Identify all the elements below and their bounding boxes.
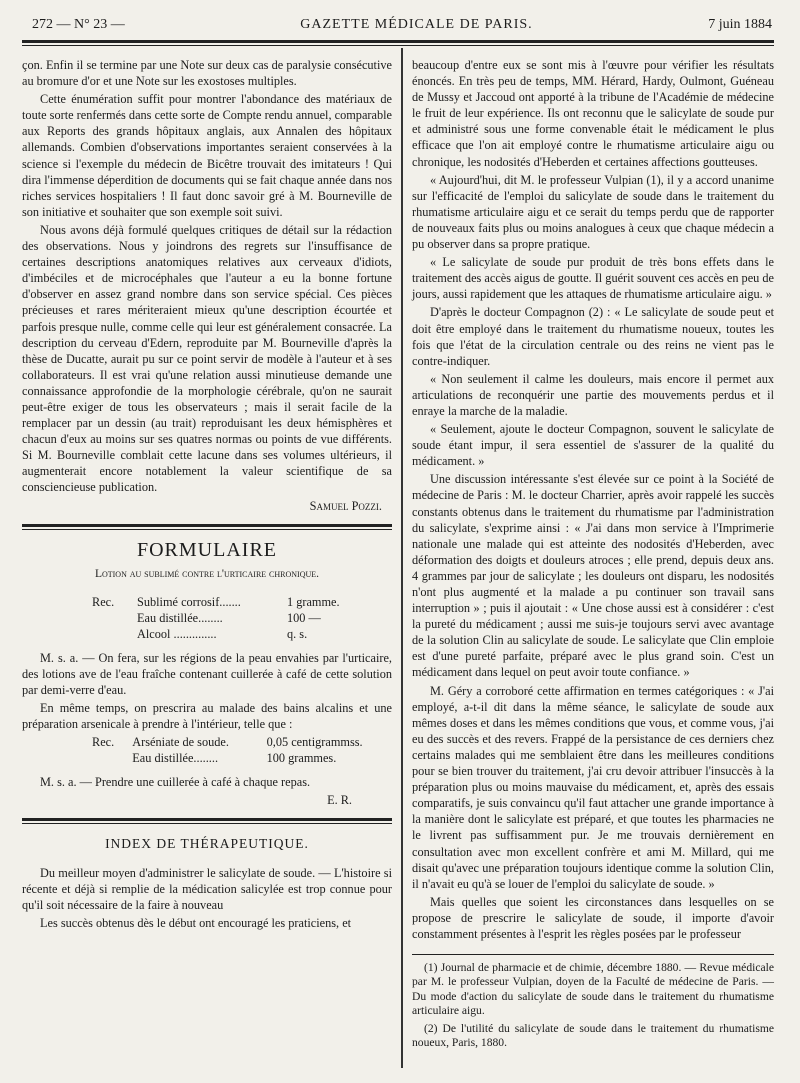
recipe-cell: Rec. <box>92 735 115 750</box>
paragraph: Nous avons déjà formulé quelques critiques de détail sur la rédaction des observations. Nous y joindrons des regrets sur l'insuffisance de certaines descriptions anatomiques relatives aux cerveaux d'idiots, d'imbéciles et de microcéphales que l'auteur a eu la bonne fortune d'observer en assez grand nombre dans son service spécial. Ces pièces précieuses et rares mériteraient mieux qu'une description écourtée et parfois presque nulle, comme celle qui leur est généralement consacrée. La description du cerveau d'Edern, reproduite par M. Bourneville d'après la thèse de Ducatte, aurait pu sur ce point servir de modèle à l'auteur et à ses collaborateurs. Il est vrai qu'une relation aussi minutieuse demande une connaissance approfondie de la morphologie cérébrale, qu'on ne saurait peut-être exiger de tous les observateurs ; mais il serait facile de la remplacer par un dessin (au trait) reproduisant les deux hémisphères et chacun d'eux au moins sur ses quatres normas ou points de vue différents. Si M. Bourneville comblait cette lacune dans ses volumes ultérieurs, il augmenterait encore notablement la valeur scientifique de sa consciencieuse publication. <box>22 222 392 495</box>
issue-number: — N° 23 — <box>56 17 125 32</box>
section-rule-thin <box>22 823 392 824</box>
formulaire-subtitle: Lotion au sublimé contre l'urticaire chronique. <box>94 567 320 580</box>
paragraph: M. Géry a corroboré cette affirmation en termes catégoriques : « J'ai employé, a-t-il dit dans la même séance, le salicylate de soude aux mêmes doses et dans les mêmes conditions que vous, et comme vous, j'ai eu des succès et des revers. Frappé de la persistance de ces derniers chez certains malades qui me semblaient être dans les meilleures conditions pour se bien trouver du traitement, j'ai cru devoir attribuer l'insuccès à la préparation plus ou moins mauvaise du médicament, et, après des essais comparatifs, je suis convaincu qu'il faut attacher une grande importance à la manière dont le salicylate est préparé, et que toutes les pharmacies ne le livrent pas suffisamment pur. Je me trouvais dernièrement en consultation avec mon excellent confrère et ami M. Millard, qui me disait qu'avec une préparation toujours identique comme la solution Clin, il n'avait eu qu'à se louer de l'emploi du salicylate de soude. » <box>412 683 774 891</box>
section-rule <box>22 524 392 527</box>
column-divider <box>401 48 403 1068</box>
footnotes <box>412 961 774 1050</box>
recipe-row <box>92 610 392 626</box>
formulaire-signature: E. R. <box>327 793 352 808</box>
recipe-cell: Sublimé corrosif....... <box>137 594 241 609</box>
section-rule <box>22 818 392 821</box>
recipe-cell: 100 — <box>287 610 321 625</box>
paragraph: « Seulement, ajoute le docteur Compagnon, souvent le salicylate de soude étant impur, il sera essentiel de s'assurer de la qualité du médicament. » <box>412 422 774 469</box>
paragraph: M. s. a. — On fera, sur les régions de la peau envahies par l'urticaire, des lotions ave de l'eau fraîche contenant cuillerée à café de cette solution par demi-verre d'eau. <box>22 650 392 697</box>
recipe-cell <box>92 750 132 766</box>
recipe-cell: 1 gramme. <box>287 594 340 609</box>
recipe-cell: Eau distillée........ <box>137 610 223 625</box>
recipe-cell <box>92 626 137 642</box>
paragraph: D'après le docteur Compagnon (2) : « Le salicylate de soude peut et doit être employé dans le traitement du rhumatisme noueux, toutes les fois que l'état de la circulation centrale ou des reins ne vient pas le contre-indiquer. <box>412 305 774 368</box>
recipe-cell: Rec. <box>92 594 115 609</box>
paragraph: Du meilleur moyen d'administrer le salicylate de soude. — L'histoire si récente et déjà si remplie de la médication salicylée est trop connue pour qu'il soit nécessaire de la faire à nouveau <box>22 865 392 912</box>
recipe-cell <box>92 610 137 626</box>
recipe-cell: Eau distillée........ <box>132 751 219 766</box>
paragraph: çon. Enfin il se termine par une Note sur deux cas de paralysie consécutive au bromure d'or et une Note sur les exostoses multiples. <box>22 58 392 89</box>
header-rule-thin <box>22 45 774 46</box>
recipe-2 <box>92 734 392 766</box>
footnote: (1) Journal de pharmacie et de chimie, décembre 1880. — Revue médicale par M. le professeur Vulpian, doyen de la Faculté de médecine de Paris. — Du mode d'action du salicylate de soude dans le traitement du rhumatisme articulaire aigu. <box>412 961 774 1018</box>
recipe-row <box>92 594 392 610</box>
paragraph: Les succès obtenus dès le début ont encouragé les praticiens, et <box>40 915 352 930</box>
page-header <box>32 14 772 36</box>
footnote: (2) De l'utilité du salicylate de soude dans le traitement du rhumatisme noueux, Paris, 1880. <box>412 1021 774 1050</box>
recipe-row <box>92 750 392 766</box>
recipe-1 <box>92 594 392 642</box>
section-rule-thin <box>22 529 392 530</box>
formulaire-title: FORMULAIRE <box>136 538 277 561</box>
paragraph: « Non seulement il calme les douleurs, mais encore il permet aux articulations de reconquérir une partie des mouvements perdus et il enraye la marche de la maladie. <box>412 371 774 418</box>
paragraph: Cette énumération suffit pour montrer l'abondance des matériaux de toute sorte renfermés dans cette sorte de Compte rendu annuel, comparable aux Reports des grands hôpitaux anglais, aux Annalen des hôpitaux allemands. Combien d'observations importantes seraient conservées à la science si l'exemple du médecin de Bicêtre trouvait des imitateurs ! Qui dira l'immense déperdition de documents qui se fait chaque année dans nos riches services hospitaliers ! Il faut donc savoir gré à M. Bourneville de son initiative et souhaiter que son exemple soit suivi. <box>22 92 392 219</box>
paragraph: « Le salicylate de soude pur produit de très bons effets dans le traitement des accès aigus de goutte. Il guérit souvent ces accès en peu de jours, aussi rapidement que les attaques de rhumatisme articulaire aigu. » <box>412 255 774 302</box>
issue-date: 7 juin 1884 <box>708 17 772 32</box>
recipe-row <box>92 734 392 750</box>
paragraph: Mais quelles que soient les circonstances dans lesquelles on se propose de prescrire le salicylate de soude, il importe d'avoir constamment présentes à l'esprit les règles posées par le professeur <box>412 894 774 941</box>
paragraph: En même temps, on prescrira au malade des bains alcalins et une préparation arsenicale à prendre à l'intérieur, telle que : <box>22 701 392 732</box>
header-rule <box>22 40 774 43</box>
paragraph: Une discussion intéressante s'est élevée sur ce point à la Société de médecine de Paris : M. le docteur Charrier, après avoir rappelé les succès constants obtenus dans le traitement du rhumatisme par l'administration du salicylate, s'exprime ainsi : « J'ai dans mon service à l'Imprimerie nationale une malade qui est atteinte des nodosités d'Heberden, avec déformation des doigts et douleurs atroces ; elle prend, depuis deux ans. 4 grammes par jour de salicylate ; les douleurs ont disparu, les nodosités n'ont plus augmenté et la malade a pu continuer son travail sans interruption » ; puis il ajoutait : « Une chose aussi est à considérer : c'est la pureté du médicament ; aussi me suis-je toujours servi avec avantage de la solution Clin au salicylate de soude. Le salicylate que Clin emploie est d'une pureté parfaite, préparé avec le plus grand soin. C'est un médicament dans lequel on peut avoir toute confiance. » <box>412 472 774 680</box>
paragraph: beaucoup d'entre eux se sont mis à l'œuvre pour vérifier les résultats énoncés. En très peu de temps, MM. Hérard, Hardy, Oulmont, Guéneau de Mussy et Jaccoud ont apporté à la tribune de l'Académie de médecine le fruit de leur expérience. Ils ont reconnu que le salicylate de soude pur et administré sous une forme convenable était le médicament le plus efficace que l'on ait employé contre le rhumatisme articulaire aigu ou chronique, les nodosités d'Heberden et certaines affections goutteuses. <box>412 58 774 169</box>
footnote-rule <box>412 954 774 955</box>
left-column <box>22 57 392 933</box>
right-column <box>412 57 774 1054</box>
recipe-cell: 0,05 centigrammss. <box>266 735 363 750</box>
recipe-cell: q. s. <box>287 626 308 641</box>
paragraph: « Aujourd'hui, dit M. le professeur Vulpian (1), il y a accord unanime sur l'efficacité de l'emploi du salicylate de soude dans le traitement du rhumatisme articulaire aigu et ce serait du temps perdu que de rapporter de nouveaux faits plus ou moins analogues à ceux que chaque médecin a pu observer dans sa propre pratique. <box>412 172 774 252</box>
paragraph: M. s. a. — Prendre une cuillerée à café à chaque repas. <box>40 775 311 790</box>
journal-title: GAZETTE MÉDICALE DE PARIS. <box>300 17 533 32</box>
index-title: INDEX DE THÉRAPEUTIQUE. <box>105 836 309 852</box>
recipe-row <box>92 626 392 642</box>
recipe-cell: Arséniate de soude. <box>132 735 229 750</box>
recipe-cell: Alcool .............. <box>137 626 217 641</box>
page-number: 272 <box>32 17 53 32</box>
recipe-cell: 100 grammes. <box>266 751 337 766</box>
page-number-group <box>32 17 125 33</box>
author-signature: Samuel Pozzi. <box>309 498 382 513</box>
